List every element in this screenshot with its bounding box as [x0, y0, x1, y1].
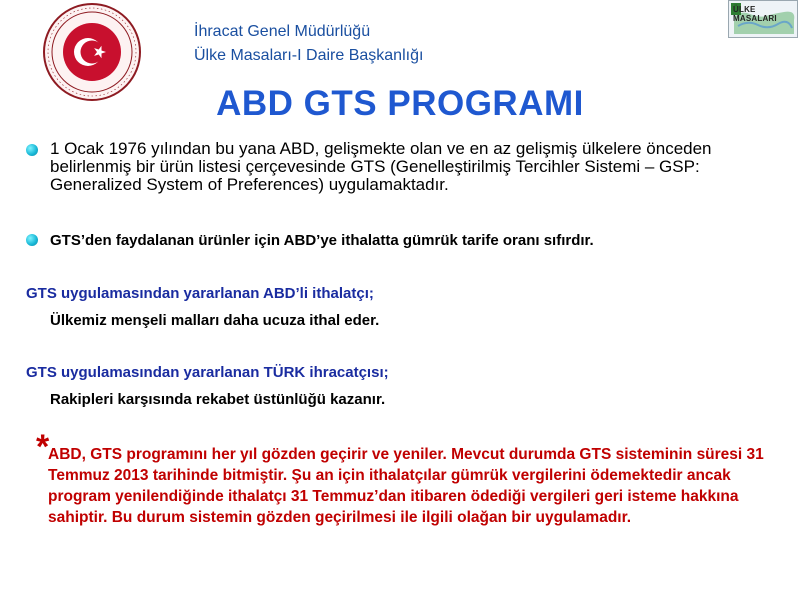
header-line-2: Ülke Masaları-I Daire Başkanlığı — [194, 47, 424, 64]
note-asterisk: * — [36, 428, 50, 466]
section-heading-importer: GTS uygulamasından yararlanan ABD’li ithalatçı; — [26, 285, 374, 302]
badge-label: ÜLKE MASALARI — [733, 5, 777, 23]
section-heading-exporter: GTS uygulamasından yararlanan TÜRK ihracatçısı; — [26, 364, 389, 381]
section-body-exporter: Rakipleri karşısında rekabet üstünlüğü kazanır. — [50, 391, 386, 408]
page-title: ABD GTS PROGRAMI — [216, 84, 584, 123]
bullet-dot-icon — [26, 144, 38, 156]
header-block — [194, 20, 423, 68]
note-text: ABD, GTS programını her yıl gözden geçirir ve yeniler. Mevcut durumda GTS sisteminin süresi 31 Temmuz 2013 tarihinde bitmiştir. Şu an için ithalatçılar gümrük vergilerini ödemektedir ancak program yenilendiğinde ithalatçı 31 Temmuz’dan itibaren ödediği vergileri geri isteme hakkına sahiptir. Bu durum sistemin gözden geçirilmesi ile ilgili olağan bir uygulamadır. — [48, 446, 764, 526]
bullet-item-1: 1 Ocak 1976 yılından bu yana ABD, gelişmekte olan ve en az gelişmiş ülkelere önceden belirlenmiş bir ürün listesi çerçevesinde GTS (Genelleştirilmiş Tercihler Sistemi – GSP: Generalized System of Preferences) uygulamaktadır. — [50, 139, 712, 194]
header-line-1: İhracat Genel Müdürlüğü — [194, 23, 371, 40]
section-body-importer: Ülkemiz menşeli malları daha ucuza ithal eder. — [50, 312, 380, 329]
bullet-item-2: GTS’den faydalanan ürünler için ABD’ye ithalatta gümrük tarife oranı sıfırdır. — [50, 232, 594, 249]
bullet-dot-icon — [26, 234, 38, 246]
